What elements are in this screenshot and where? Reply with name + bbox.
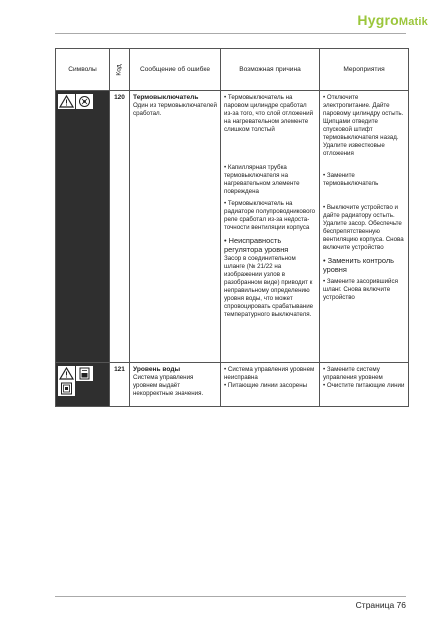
error-description: Один из термовыключателей сработал. xyxy=(133,102,217,117)
cause-item: • Система управления уровнем неисправна xyxy=(224,366,315,381)
action-item: • Отключите электропитание. Дайте паровому цилиндру остыть. Щипцами отведите спусковой штифт термовыключателя назад. Удалите известковые отложения xyxy=(323,94,404,157)
footer-divider xyxy=(55,596,406,597)
column-header-symbols: Символы xyxy=(56,49,110,91)
action-item: • Заменить контроль уровня xyxy=(323,256,395,274)
brand-logo-part2: Matik xyxy=(398,16,428,28)
action-item: • Замените засорившийся шланг. Снова включите устройство xyxy=(323,278,398,301)
action-item: • Замените систему управления уровнем xyxy=(323,366,383,381)
cause-item: • Термовыключатель на радиаторе полупроводникового реле сработал из-за недоста-точности вентиляции корпуса xyxy=(224,200,316,231)
header-divider xyxy=(55,33,406,34)
cause-item: • Термовыключатель на паровом цилиндре сработал из-за того, что слой отложений на нагревательном элементе слишком толстый xyxy=(224,94,314,133)
symbols-cell xyxy=(56,363,110,407)
column-header-code: Код xyxy=(110,49,130,91)
action-item: • Очистите питающие линии xyxy=(323,382,405,389)
column-header-message: Сообщение об ошибке xyxy=(130,49,221,91)
action-cell xyxy=(320,91,409,363)
brand-logo-part1: Hygro xyxy=(357,12,399,28)
action-item: • Выключите устройство и дайте радиатору остыть. Удалите засор. Обеспечьте беспрепятственную вентиляцию корпуса. Снова включите устройство xyxy=(323,204,404,251)
action-item: • Замените термовыключатель xyxy=(323,172,379,187)
cause-item: • Питающие линии засорены xyxy=(224,382,308,389)
cause-item: • Неисправность регулятора уровня xyxy=(224,236,289,254)
error-title: Уровень воды xyxy=(133,366,181,373)
cause-cell xyxy=(221,91,320,363)
level-sensor-icon xyxy=(76,366,93,381)
action-cell xyxy=(320,363,409,407)
symbols-cell xyxy=(56,91,110,363)
table-header-row xyxy=(56,49,409,91)
column-header-action: Мероприятия xyxy=(320,49,409,91)
error-message-cell xyxy=(130,363,221,407)
table-row xyxy=(56,91,409,363)
brand-logo xyxy=(357,12,428,28)
column-header-cause: Возможная причина xyxy=(221,49,320,91)
table-row xyxy=(56,363,409,407)
error-code: 120 xyxy=(110,91,130,363)
error-table xyxy=(55,48,409,407)
steam-valve-icon xyxy=(76,94,93,109)
cylinder-icon xyxy=(58,381,75,396)
error-title: Термовыключатель xyxy=(133,94,199,101)
error-code: 121 xyxy=(110,363,130,407)
cause-item: • Капиллярная трубка термовыключателя на нагревательном элементе повреждена xyxy=(224,164,300,195)
warning-icon xyxy=(58,94,75,109)
page-number: Страница 76 xyxy=(355,600,406,610)
error-description: Система управления уровнем выдаёт некорректные значения. xyxy=(133,374,204,397)
error-message-cell xyxy=(130,91,221,363)
cause-cell xyxy=(221,363,320,407)
warning-icon xyxy=(58,366,75,381)
cause-item: Засор в соединительном шланге (№ 21/22 на изображении узлов в разобранном виде) приводит к неправильному определению уровня воды, что может спровоцировать срабатывание температурного выключателя. xyxy=(224,255,314,318)
